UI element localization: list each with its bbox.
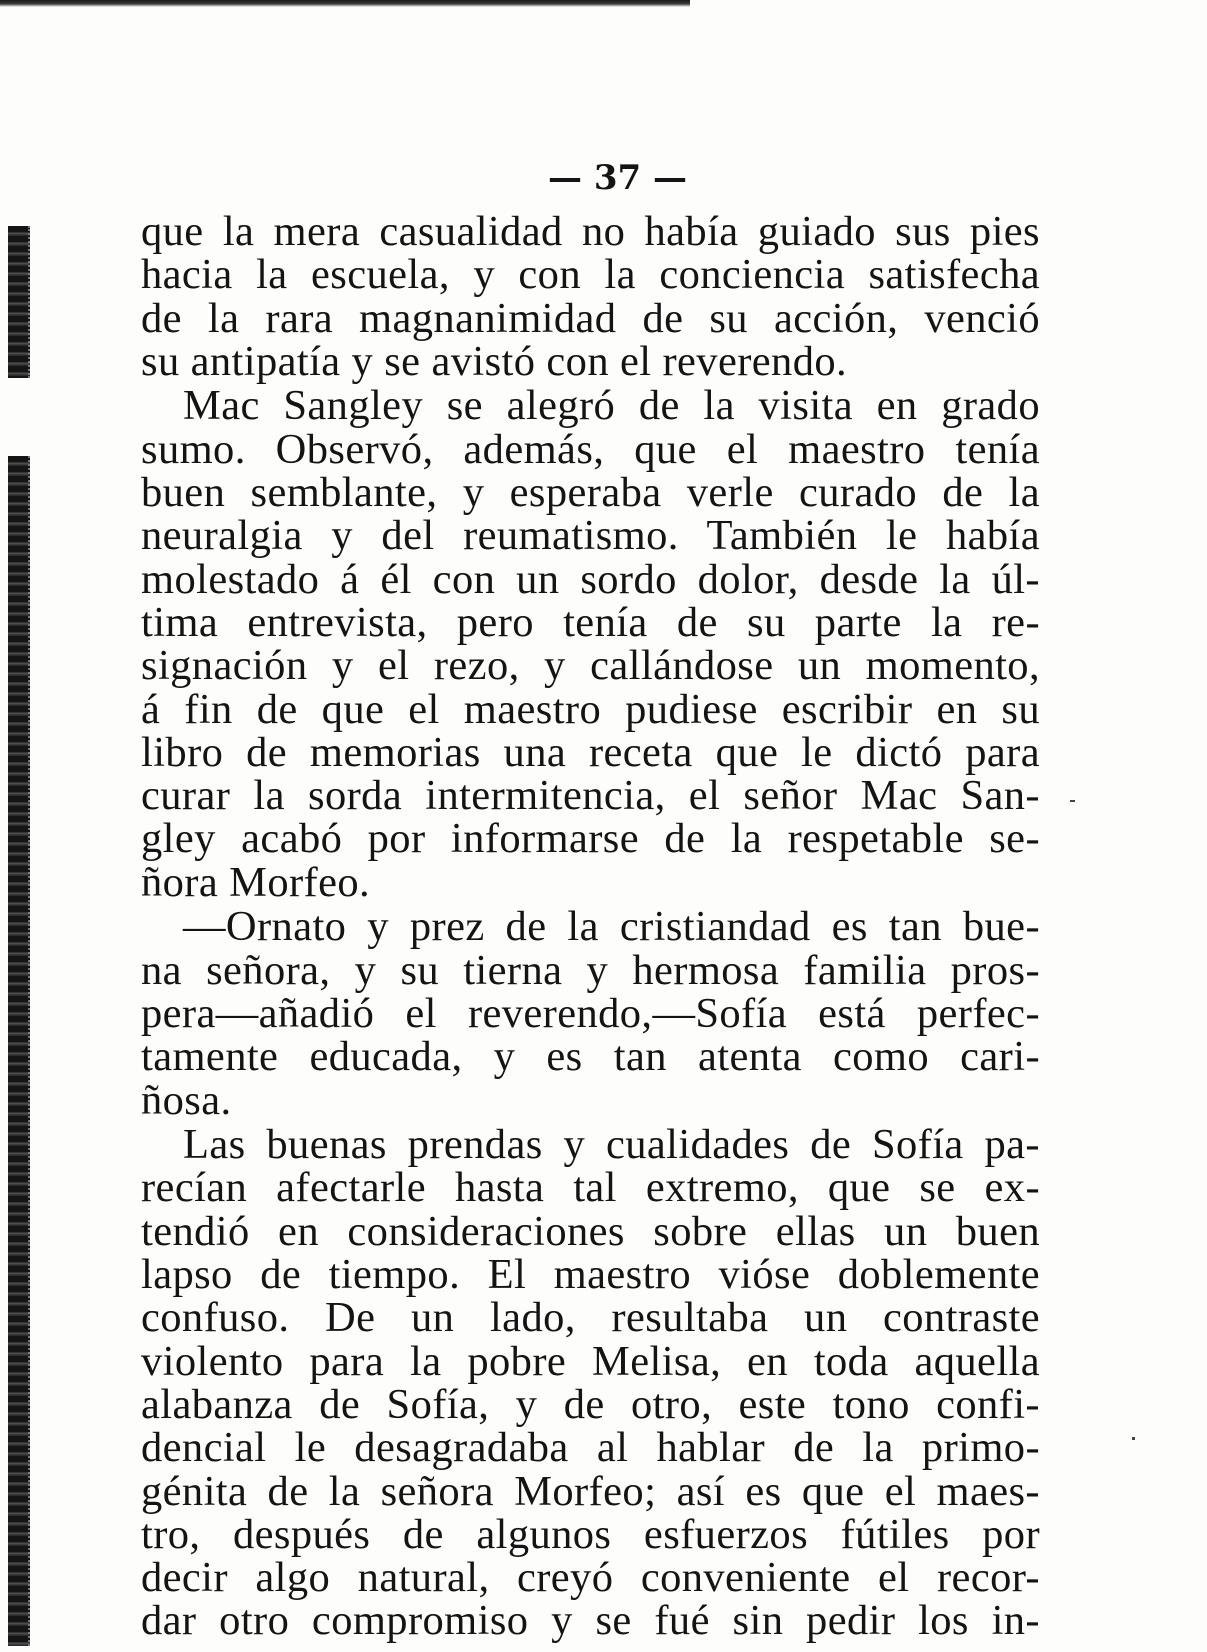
- page-number: — 37 —: [548, 158, 687, 198]
- paragraph: [141, 903, 1040, 1124]
- paragraph: [141, 210, 1040, 383]
- text-line: curar la sorda intermitencia, el señor Mac San-: [141, 772, 1040, 820]
- text-line: tendió en consideraciones sobre ellas un buen: [141, 1207, 1040, 1255]
- text-line: ñosa.: [141, 1076, 232, 1124]
- text-line: Mac Sangley se alegró de la visita en grado: [183, 382, 1040, 430]
- text-line: ñora Morfeo.: [141, 858, 371, 906]
- text-line: recían afectarle hasta tal extremo, que se ex-: [141, 1164, 1040, 1212]
- text-line: confuso. De un lado, resultaba un contraste: [141, 1294, 1040, 1342]
- text-line: na señora, y su tierna y hermosa familia pros-: [141, 946, 1040, 994]
- text-line: violento para la pobre Melisa, en toda aquella: [141, 1337, 1040, 1385]
- paragraph: [141, 384, 1040, 904]
- text-line: alabanza de Sofía, y de otro, este tono confi-: [141, 1380, 1040, 1428]
- text-line: génita de la señora Morfeo; así es que el maes-: [141, 1467, 1040, 1515]
- text-line: dencial le desagradaba al hablar de la primo-: [141, 1424, 1040, 1472]
- text-line: de la rara magnanimidad de su acción, venció: [141, 294, 1040, 342]
- text-line: tamente educada, y es tan atenta como cari-: [141, 1033, 1040, 1081]
- text-line: gley acabó por informarse de la respetable se-: [141, 815, 1040, 863]
- text-line: su antipatía y se avistó con el reverendo.: [141, 337, 848, 385]
- text-line: hacia la escuela, y con la conciencia satisfecha: [141, 251, 1040, 299]
- text-line: tro, después de algunos esfuerzos fútiles por: [141, 1510, 1040, 1558]
- binding-edge-shadow-upper: [8, 226, 30, 378]
- text-line: pera—añadió el reverendo,—Sofía está perfec-: [141, 989, 1040, 1037]
- text-line: á fin de que el maestro pudiese escribir en su: [141, 685, 1040, 733]
- text-line: libro de memorias una receta que le dictó para: [141, 728, 1040, 776]
- text-line: —Ornato y prez de la cristiandad es tan bue-: [183, 903, 1040, 951]
- top-edge-rule: [0, 0, 690, 7]
- print-speck: [1070, 800, 1075, 802]
- text-line: buen semblante, y esperaba verle curado de la: [141, 469, 1040, 517]
- text-line: molestado á él con un sordo dolor, desde la úl-: [141, 555, 1040, 603]
- text-line: tima entrevista, pero tenía de su parte la re-: [141, 598, 1040, 646]
- body-text: [141, 210, 1040, 1644]
- text-line: que la mera casualidad no había guiado sus pies: [141, 208, 1040, 255]
- text-line: sumo. Observó, además, que el maestro tenía: [141, 425, 1040, 473]
- binding-edge-shadow-lower: [8, 456, 30, 1646]
- text-line: dar otro compromiso y se fué sin pedir los in-: [141, 1597, 1040, 1645]
- text-line: decir algo natural, creyó conveniente el recor-: [141, 1554, 1040, 1602]
- print-speck: [1132, 1437, 1135, 1440]
- paragraph: [141, 1123, 1040, 1643]
- text-line: Las buenas prendas y cualidades de Sofía pa-: [183, 1121, 1040, 1169]
- text-line: signación y el rezo, y callándose un momento,: [141, 642, 1040, 690]
- text-line: lapso de tiempo. El maestro vióse doblemente: [141, 1251, 1040, 1299]
- text-line: neuralgia y del reumatismo. También le había: [141, 512, 1040, 560]
